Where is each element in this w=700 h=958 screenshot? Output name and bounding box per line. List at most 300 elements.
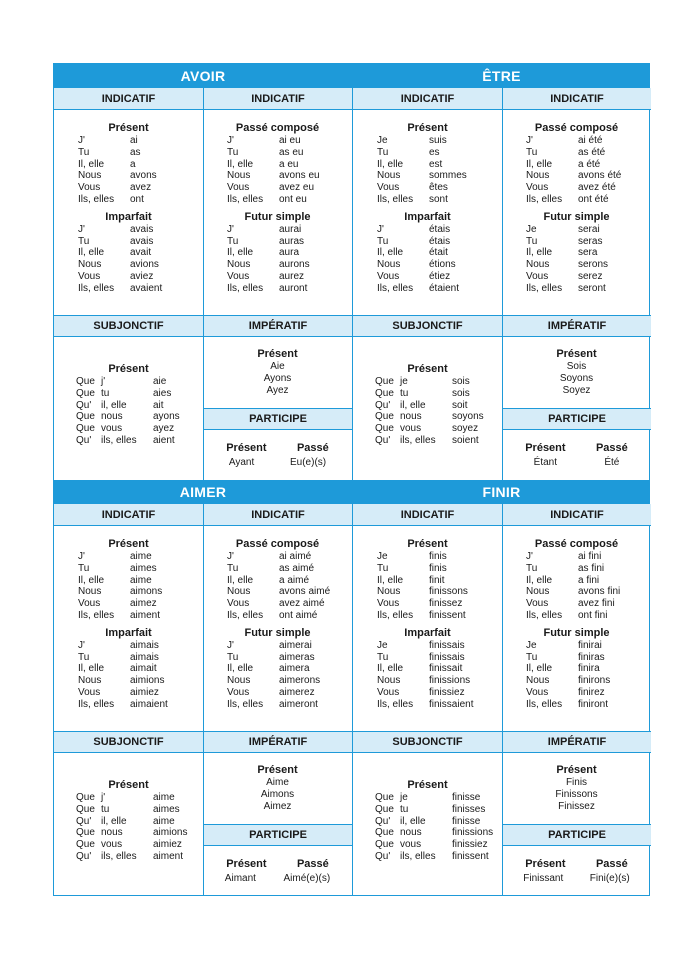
- pronoun: Ils, elles: [377, 282, 414, 294]
- pronoun: Il, elle: [377, 158, 404, 170]
- verb-form: avez eu: [279, 182, 315, 194]
- verb-form: soyez: [452, 423, 479, 435]
- verb-form: finis: [429, 562, 447, 574]
- verb-form: aies: [153, 387, 172, 399]
- verb-form: aurai: [279, 223, 302, 235]
- participe-column: [203, 442, 352, 468]
- verb-form: avons eu: [279, 170, 320, 182]
- pronoun: Vous: [526, 686, 549, 698]
- indicatif-left-column: [54, 122, 203, 295]
- participe-present-label: Présent: [525, 442, 566, 454]
- que: Que: [76, 792, 95, 803]
- pronoun: tu: [400, 387, 409, 399]
- imperatif-header: IMPÉRATIF: [203, 315, 352, 337]
- verb-form: serez: [578, 270, 603, 282]
- conjugation-row: [353, 575, 502, 587]
- verb-form: ayons: [153, 411, 180, 423]
- subjonctif-row: [353, 376, 502, 388]
- pronoun: Il, elle: [526, 663, 553, 675]
- verb-form: finissent: [452, 850, 489, 862]
- verb-block-avoir: [54, 64, 352, 480]
- verb-form: finirai: [578, 639, 602, 651]
- column-divider: [502, 753, 503, 896]
- participe-passe-label: Passé: [595, 442, 628, 454]
- subjonctif-row: [353, 411, 502, 423]
- participe-header: PARTICIPE: [203, 824, 352, 846]
- indicatif-left-column: [353, 538, 502, 711]
- que: Qu': [76, 850, 92, 862]
- conjugation-row: [203, 194, 352, 206]
- pronoun: Vous: [377, 598, 400, 610]
- tense-title: Présent: [257, 348, 298, 360]
- tense-block: [54, 627, 203, 711]
- verb-form: finissais: [429, 639, 465, 651]
- conjugation-row: [502, 271, 651, 283]
- conjugation-list: [353, 135, 502, 206]
- participe-passe: Été: [604, 457, 620, 468]
- tense-block: [54, 538, 203, 622]
- tense-title: Présent: [407, 122, 448, 134]
- participe-passe: Aimé(e)(s): [283, 873, 331, 884]
- conjugation-row: [54, 194, 203, 206]
- que: Que: [375, 423, 394, 435]
- pronoun: Ils, elles: [526, 698, 563, 710]
- indicatif-right-column: [502, 538, 651, 711]
- verb-form: étais: [429, 223, 451, 235]
- conjugation-row: [203, 135, 352, 147]
- verb-form: finira: [578, 663, 600, 675]
- conjugation-row: [502, 563, 651, 575]
- subjonctif-row: [54, 400, 203, 412]
- verb-form: seras: [578, 235, 603, 247]
- verb-form: aime: [130, 551, 152, 562]
- verb-form: étaient: [429, 282, 460, 294]
- pronoun: Nous: [78, 259, 102, 271]
- verb-form: auras: [279, 235, 305, 247]
- pronoun: Ils, elles: [377, 609, 414, 621]
- verb-form: as aimé: [279, 562, 315, 574]
- pronoun: Tu: [526, 562, 538, 574]
- verb-form: ai: [130, 135, 138, 146]
- tense-title: Présent: [108, 122, 149, 134]
- verb-form: aviez: [130, 270, 154, 282]
- conjugation-row: [54, 610, 203, 622]
- pronoun: Vous: [526, 598, 549, 610]
- verb-title: AIMER: [54, 480, 352, 504]
- conjugation-row: [502, 699, 651, 711]
- verb-form: aime: [153, 815, 175, 827]
- imperatif-form: Soyons: [559, 373, 594, 384]
- subjonctif-row: [54, 839, 203, 851]
- verb-form: avez: [130, 182, 152, 194]
- pronoun: Nous: [78, 675, 102, 687]
- verb-form: finissiez: [429, 686, 465, 698]
- pronoun: Ils, elles: [377, 698, 414, 710]
- pronoun: J': [227, 551, 234, 562]
- pronoun: Il, elle: [377, 247, 404, 259]
- pronoun: J': [377, 223, 384, 235]
- pronoun: J': [78, 135, 85, 146]
- pronoun: Vous: [78, 270, 101, 282]
- tense-title: Présent: [407, 538, 448, 550]
- imperatif-form: Ayez: [266, 385, 289, 396]
- column-divider: [203, 337, 204, 480]
- pronoun: il, elle: [400, 815, 426, 827]
- verb-form: soient: [452, 434, 479, 446]
- pronoun: Nous: [377, 259, 401, 271]
- verb-form: ai aimé: [279, 551, 312, 562]
- pronoun: Il, elle: [526, 158, 553, 170]
- verb-form: suis: [429, 135, 447, 146]
- subjonctif-row: [54, 851, 203, 863]
- pronoun: il, elle: [400, 399, 426, 411]
- verb-form: a été: [578, 158, 601, 170]
- participe-passe-label: Passé: [296, 442, 329, 454]
- verb-form: serai: [578, 223, 600, 235]
- conjugation-row: [54, 551, 203, 563]
- conjugation-list: [54, 551, 203, 622]
- conjugation-row: [502, 640, 651, 652]
- subjonctif-header: SUBJONCTIF: [353, 315, 502, 337]
- participe-values: [203, 457, 352, 468]
- tense-block: [203, 538, 352, 622]
- tense-title: Passé composé: [534, 122, 619, 134]
- indicatif-header: INDICATIF: [203, 504, 352, 526]
- pronoun: Il, elle: [78, 247, 105, 259]
- verb-form: aurons: [279, 259, 310, 271]
- verb-form: avons fini: [578, 586, 621, 598]
- pronoun: Il, elle: [78, 574, 105, 586]
- tense-title: Présent: [108, 538, 149, 550]
- conjugation-row: [54, 170, 203, 182]
- pronoun: ils, elles: [101, 850, 137, 862]
- pronoun: Nous: [377, 170, 401, 182]
- verb-form: a eu: [279, 158, 299, 170]
- verb-form: aimes: [153, 803, 180, 815]
- conjugation-row: [54, 652, 203, 664]
- imperatif-form: Aie: [270, 361, 285, 372]
- conjugation-list: [353, 551, 502, 622]
- verb-form: soyons: [452, 411, 484, 423]
- subjonctif-column: [353, 363, 502, 447]
- verb-form: avons été: [578, 170, 622, 182]
- participe-labels: [203, 858, 352, 870]
- tense-title: Futur simple: [543, 626, 610, 639]
- tense-block: [353, 122, 502, 206]
- pronoun: Nous: [526, 170, 550, 182]
- conjugation-row: [54, 259, 203, 271]
- pronoun: Il, elle: [227, 574, 254, 586]
- pronoun: Ils, elles: [227, 609, 264, 621]
- tense-title: Présent: [556, 764, 597, 776]
- verb-form: sois: [452, 387, 470, 399]
- verb-form: étiez: [429, 270, 451, 282]
- verb-form: aiment: [153, 850, 184, 862]
- pronoun: Nous: [78, 586, 102, 598]
- pronoun: Ils, elles: [526, 609, 563, 621]
- pronoun: Tu: [377, 562, 389, 574]
- pronoun: Je: [377, 135, 388, 146]
- que: Qu': [375, 850, 391, 862]
- que: Que: [76, 803, 95, 815]
- conjugation-row: [203, 563, 352, 575]
- conjugation-row: [502, 259, 651, 271]
- participe-passe: Eu(e)(s): [289, 457, 327, 468]
- conjugation-row: [353, 675, 502, 687]
- conjugation-row: [353, 194, 502, 206]
- verb-form: avez été: [578, 182, 616, 194]
- verb-form: finissez: [429, 598, 463, 610]
- pronoun: Je: [526, 639, 537, 651]
- conjugation-row: [54, 147, 203, 159]
- pronoun: vous: [400, 423, 422, 435]
- pronoun: Je: [526, 223, 537, 235]
- conjugation-row: [54, 575, 203, 587]
- verb-form: ait: [153, 399, 164, 411]
- conjugation-row: [502, 551, 651, 563]
- conjugation-row: [54, 598, 203, 610]
- verb-form: as eu: [279, 146, 304, 158]
- tense-block: [502, 211, 651, 295]
- verb-form: aimeras: [279, 651, 315, 663]
- imperatif-column: [203, 764, 352, 813]
- conjugation-row: [54, 159, 203, 171]
- verb-form: étais: [429, 235, 451, 247]
- verb-form: avais: [130, 235, 154, 247]
- conjugation-row: [502, 652, 651, 664]
- pronoun: Nous: [227, 586, 251, 598]
- pronoun: nous: [400, 827, 422, 839]
- verb-title: ÊTRE: [353, 64, 650, 88]
- pronoun: Nous: [227, 675, 251, 687]
- imperatif-form: Aime: [266, 777, 289, 788]
- conjugation-row: [203, 159, 352, 171]
- imperatif-column: [502, 348, 651, 397]
- verb-form: finissions: [452, 827, 494, 839]
- imperatif-form: Aimons: [260, 789, 295, 800]
- conjugation-row: [502, 170, 651, 182]
- verb-form: aient: [153, 434, 175, 446]
- imperatif-form: Finissez: [558, 801, 595, 812]
- imperatif-column: [502, 764, 651, 813]
- pronoun: Nous: [78, 170, 102, 182]
- pronoun: Nous: [227, 259, 251, 271]
- verb-form: ai été: [578, 135, 603, 146]
- pronoun: nous: [101, 827, 123, 839]
- verb-form: sommes: [429, 170, 467, 182]
- pronoun: Vous: [78, 686, 101, 698]
- pronoun: Nous: [526, 586, 550, 598]
- participe-column: [203, 858, 352, 884]
- pronoun: Il, elle: [227, 663, 254, 675]
- conjugation-row: [353, 563, 502, 575]
- conjugation-row: [353, 159, 502, 171]
- conjugation-row: [54, 224, 203, 236]
- conjugation-list: [502, 135, 651, 206]
- conjugation-row: [502, 663, 651, 675]
- tense-title: Futur simple: [244, 210, 311, 223]
- conjugation-row: [353, 135, 502, 147]
- verb-form: aimais: [130, 651, 159, 663]
- conjugation-row: [353, 170, 502, 182]
- pronoun: Tu: [377, 651, 389, 663]
- verb-form: as: [130, 146, 141, 158]
- verb-form: aura: [279, 247, 300, 259]
- conjugation-row: [353, 259, 502, 271]
- subjonctif-row: [353, 400, 502, 412]
- subjonctif-row: [353, 388, 502, 400]
- que: Qu': [375, 399, 391, 411]
- conjugation-row: [203, 652, 352, 664]
- pronoun: tu: [101, 387, 110, 399]
- participe-header: PARTICIPE: [502, 408, 651, 430]
- pronoun: vous: [400, 839, 422, 851]
- participe-values: [502, 457, 651, 468]
- conjugation-row: [502, 598, 651, 610]
- pronoun: il, elle: [101, 815, 127, 827]
- imperatif-form: Soyez: [562, 385, 591, 396]
- pronoun: Vous: [227, 686, 250, 698]
- imperatif-header: IMPÉRATIF: [502, 315, 651, 337]
- imperatif-list: [203, 777, 352, 813]
- pronoun: nous: [101, 411, 123, 423]
- subjonctif-header: SUBJONCTIF: [54, 731, 203, 753]
- column-divider: [502, 526, 503, 731]
- pronoun: je: [400, 792, 408, 803]
- conjugation-row: [54, 699, 203, 711]
- imperatif-list: [203, 361, 352, 397]
- participe-present-label: Présent: [226, 858, 267, 870]
- pronoun: Il, elle: [526, 574, 553, 586]
- conjugation-list: [203, 135, 352, 206]
- participe-column: [502, 442, 651, 468]
- tense-title: Imparfait: [105, 210, 152, 223]
- pronoun: Il, elle: [377, 663, 404, 675]
- verb-form: aimaient: [130, 698, 168, 710]
- conjugation-row: [54, 687, 203, 699]
- pronoun: Nous: [526, 675, 550, 687]
- conjugation-row: [54, 283, 203, 295]
- pronoun: Vous: [227, 270, 250, 282]
- conjugation-row: [353, 247, 502, 259]
- conjugation-row: [203, 283, 352, 295]
- verb-form: aime: [153, 792, 175, 803]
- indicatif-right-column: [203, 122, 352, 295]
- pronoun: Il, elle: [377, 574, 404, 586]
- subjonctif-row: [353, 423, 502, 435]
- tense-block: [203, 627, 352, 711]
- pronoun: Vous: [377, 270, 400, 282]
- que: Que: [375, 387, 394, 399]
- subjonctif-header: SUBJONCTIF: [353, 731, 502, 753]
- conjugation-row: [203, 247, 352, 259]
- subjonctif-row: [353, 827, 502, 839]
- conjugation-row: [203, 598, 352, 610]
- conjugation-row: [203, 236, 352, 248]
- tense-title: Présent: [108, 363, 149, 375]
- verb-form: finisse: [452, 815, 481, 827]
- que: Que: [375, 827, 394, 839]
- participe-labels: [502, 858, 651, 870]
- subjonctif-row: [54, 388, 203, 400]
- verb-form: ont aimé: [279, 609, 318, 621]
- verb-form: avions: [130, 259, 159, 271]
- verb-form: avaient: [130, 282, 163, 294]
- pronoun: J': [78, 223, 85, 235]
- subjonctif-row: [54, 435, 203, 447]
- participe-values: [502, 873, 651, 884]
- subjonctif-row: [54, 376, 203, 388]
- verb-form: as été: [578, 146, 606, 158]
- participe-labels: [502, 442, 651, 454]
- pronoun: Ils, elles: [526, 282, 563, 294]
- pronoun: Vous: [526, 182, 549, 194]
- conjugation-row: [203, 675, 352, 687]
- subjonctif-row: [54, 827, 203, 839]
- subjonctif-column: [54, 363, 203, 447]
- tense-title: Présent: [407, 779, 448, 791]
- pronoun: Nous: [377, 675, 401, 687]
- verb-form: avait: [130, 247, 152, 259]
- verb-form: a aimé: [279, 574, 310, 586]
- participe-present: Ayant: [228, 457, 255, 468]
- verb-form: serons: [578, 259, 609, 271]
- pronoun: Ils, elles: [526, 193, 563, 205]
- verb-form: êtes: [429, 182, 448, 194]
- que: Que: [76, 387, 95, 399]
- imperatif-list: [502, 777, 651, 813]
- pronoun: Tu: [526, 651, 538, 663]
- que: Que: [375, 376, 394, 387]
- conjugation-row: [353, 699, 502, 711]
- tense-block: [54, 211, 203, 295]
- participe-values: [203, 873, 352, 884]
- conjugation-row: [502, 687, 651, 699]
- pronoun: j': [101, 376, 106, 387]
- tense-title: Présent: [407, 363, 448, 375]
- pronoun: ils, elles: [101, 434, 137, 446]
- verb-form: ont fini: [578, 609, 608, 621]
- conjugation-row: [203, 699, 352, 711]
- column-divider: [203, 753, 204, 896]
- verb-form: aimais: [130, 639, 159, 651]
- conjugation-list: [54, 640, 203, 711]
- participe-labels: [203, 442, 352, 454]
- subjonctif-list: [54, 376, 203, 447]
- participe-present: Aimant: [224, 873, 256, 884]
- pronoun: J': [526, 135, 533, 146]
- tense-block: [353, 538, 502, 622]
- conjugation-row: [54, 135, 203, 147]
- conjugation-row: [203, 224, 352, 236]
- pronoun: Tu: [227, 235, 239, 247]
- conjugation-row: [203, 259, 352, 271]
- verb-form: as fini: [578, 562, 605, 574]
- tense-title: Imparfait: [105, 626, 152, 639]
- conjugation-sheet: [53, 63, 650, 896]
- subjonctif-row: [353, 435, 502, 447]
- pronoun: Ils, elles: [227, 698, 264, 710]
- que: Qu': [76, 434, 92, 446]
- conjugation-row: [203, 640, 352, 652]
- conjugation-row: [54, 640, 203, 652]
- pronoun: Nous: [526, 259, 550, 271]
- tense-title: Imparfait: [404, 210, 451, 223]
- verb-form: finissent: [429, 609, 466, 621]
- subjonctif-row: [54, 423, 203, 435]
- verb-form: aimait: [130, 663, 157, 675]
- conjugation-row: [353, 147, 502, 159]
